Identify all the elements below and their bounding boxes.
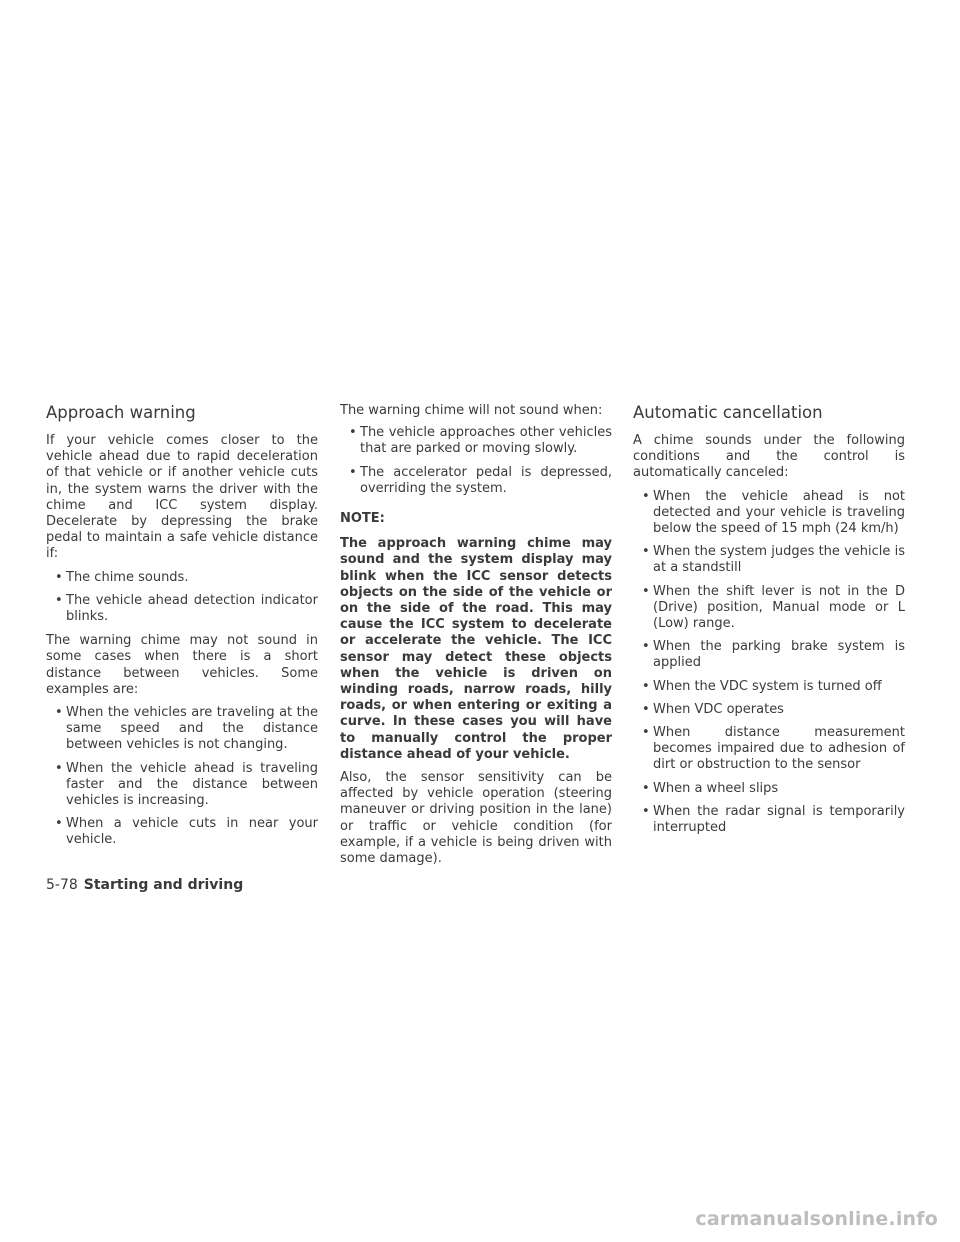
list-item: • When the vehicle ahead is traveling faster and the distance between vehicles is increasing.: [46, 761, 318, 810]
approach-warning-heading: Approach warning: [46, 403, 196, 422]
page-footer: [46, 876, 243, 894]
column-approach-warning: [46, 398, 318, 857]
approach-warning-intro: If your vehicle comes closer to the vehicle ahead due to rapid deceleration of that vehicle or if another vehicle cuts in, the system warns the driver with the chime and ICC system display. Decelerate by depressing the brake pedal to maintain a safe vehicle distance if:: [46, 433, 318, 562]
watermark: carmanualsonline.info: [695, 1208, 938, 1230]
note-label: NOTE:: [340, 511, 385, 527]
list-item: • The vehicle approaches other vehicles that are parked or moving slowly.: [340, 425, 612, 457]
list-item: • When the radar signal is temporarily interrupted: [633, 804, 905, 836]
automatic-cancellation-heading: Automatic cancellation: [633, 403, 823, 422]
warning-conditions-list: [46, 570, 318, 626]
note-body: The approach warning chime may sound and the system display may blink when the ICC sensor detects objects on the side of the vehicle or on the side of the road. This may cause the ICC system to decelerate or accelerate the vehicle. The ICC sensor may detect these objects when the vehicle is driven on winding roads, narrow roads, hilly roads, or when entering or exiting a curve. In these cases you will have to manually control the proper distance ahead of your vehicle.: [340, 536, 612, 762]
examples-list: [46, 705, 318, 849]
list-item: • The chime sounds.: [46, 570, 318, 586]
list-item: • When the vehicles are traveling at the same speed and the distance between vehicles is not changing.: [46, 705, 318, 754]
list-item: • When the system judges the vehicle is at a standstill: [633, 544, 905, 576]
list-item: • When the shift lever is not in the D (Drive) position, Manual mode or L (Low) range.: [633, 584, 905, 633]
list-item: • When the parking brake system is applied: [633, 639, 905, 671]
list-item: • When distance measurement becomes impaired due to adhesion of dirt or obstruction to the sensor: [633, 725, 905, 774]
cancellation-conditions-list: [633, 489, 905, 837]
page-number: 5-78: [46, 877, 78, 893]
section-name: Starting and driving: [83, 877, 244, 893]
list-item: • When a wheel slips: [633, 781, 905, 797]
column-chime-note: [340, 398, 612, 874]
may-not-sound-paragraph: The warning chime may not sound in some cases when there is a short distance between vehicles. Some examples are:: [46, 633, 318, 697]
chime-not-sound-list: [340, 425, 612, 497]
list-item: • When a vehicle cuts in near your vehicle.: [46, 816, 318, 848]
list-item: • When VDC operates: [633, 702, 905, 718]
list-item: • When the vehicle ahead is not detected and your vehicle is traveling below the speed of 15 mph (24 km/h): [633, 489, 905, 538]
list-item: • The vehicle ahead detection indicator blinks.: [46, 593, 318, 625]
chime-not-sound-intro: The warning chime will not sound when:: [340, 403, 603, 418]
sensor-sensitivity-paragraph: Also, the sensor sensitivity can be affected by vehicle operation (steering maneuver or driving position in the lane) or traffic or vehicle condition (for example, if a vehicle is being driven with some damage).: [340, 770, 612, 867]
automatic-cancellation-intro: A chime sounds under the following conditions and the control is automatically canceled:: [633, 433, 905, 481]
list-item: • The accelerator pedal is depressed, overriding the system.: [340, 465, 612, 497]
column-automatic-cancellation: [633, 398, 905, 844]
list-item: • When the VDC system is turned off: [633, 679, 905, 695]
